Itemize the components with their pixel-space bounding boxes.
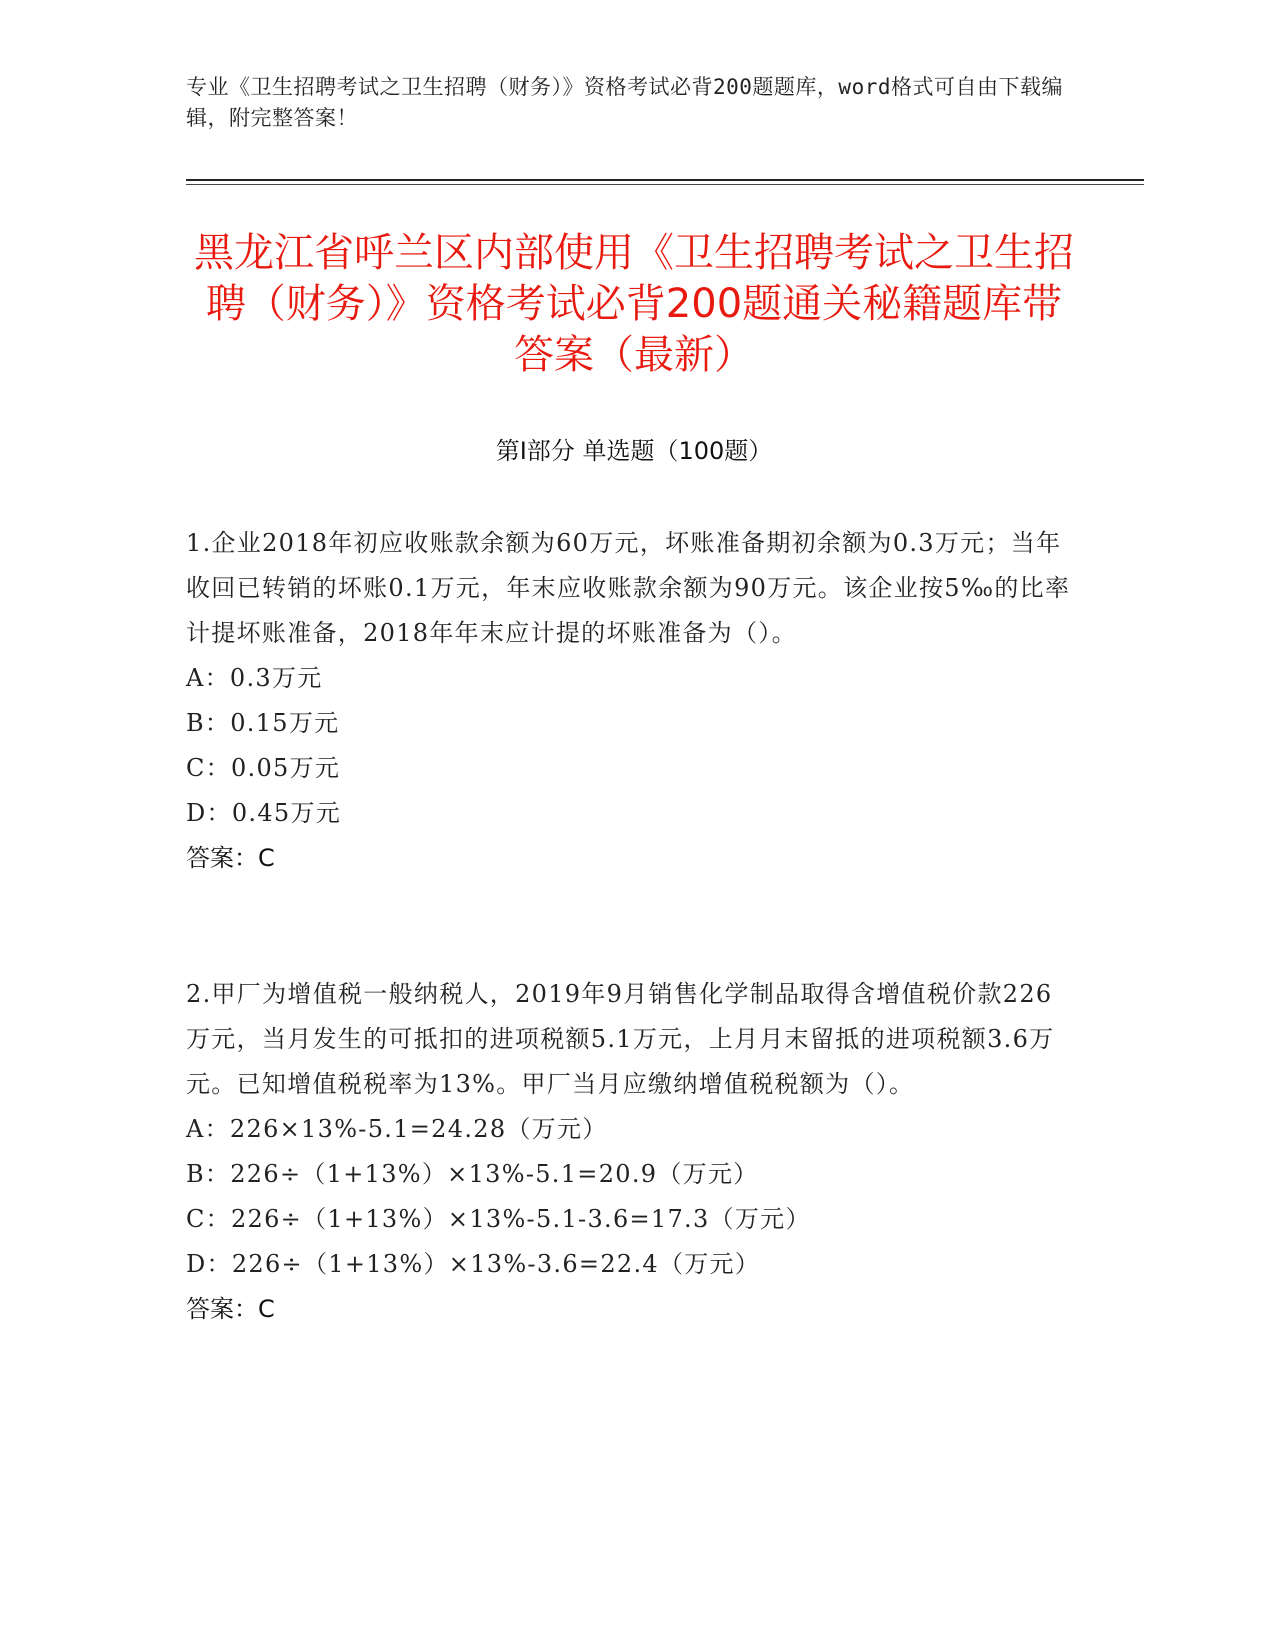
option-a: A：226×13%-5.1=24.28（万元） (186, 1115, 608, 1143)
option-d: D：226÷（1+13%）×13%-3.6=22.4（万元） (186, 1250, 761, 1278)
option-d: D：0.45万元 (186, 799, 342, 827)
header-divider-thin (186, 184, 1144, 185)
option-c: C：0.05万元 (186, 754, 341, 782)
question-stem: 2.甲厂为增值税一般纳税人，2019年9月销售化学制品取得含增值税价款226万元，当月发生的可抵扣的进项税额5.1万元，上月月末留抵的进项税额3.6万元。已知增值税税率为13%。甲厂当月应缴纳增值税税额为（）。 (186, 980, 1055, 1098)
answer-line: 答案：C (186, 844, 275, 872)
header-divider-thick (186, 179, 1144, 181)
answer-line: 答案：C (186, 1295, 275, 1323)
option-c: C：226÷（1+13%）×13%-5.1-3.6=17.3（万元） (186, 1205, 811, 1233)
document-title: 黑龙江省呼兰区内部使用《卫生招聘考试之卫生招聘（财务）》资格考试必背200题通关秘籍题库带答案（最新） (194, 230, 1074, 378)
question-stem: 1.企业2018年初应收账款余额为60万元，坏账准备期初余额为0.3万元；当年收回已转销的坏账0.1万元，年末应收账款余额为90万元。该企业按5‰的比率计提坏账准备，2018年年末应计提的坏账准备为（）。 (186, 529, 1071, 647)
option-b: B：0.15万元 (186, 709, 340, 737)
question-2 (186, 972, 1076, 1332)
option-b: B：226÷（1+13%）×13%-5.1=20.9（万元） (186, 1160, 759, 1188)
header-note: 专业《卫生招聘考试之卫生招聘（财务）》资格考试必背200题题库，word格式可自由下载编辑，附完整答案！ (186, 75, 1063, 130)
option-a: A：0.3万元 (186, 664, 323, 692)
question-1 (186, 521, 1076, 881)
section-title: 第Ⅰ部分 单选题（100题） (495, 437, 773, 465)
